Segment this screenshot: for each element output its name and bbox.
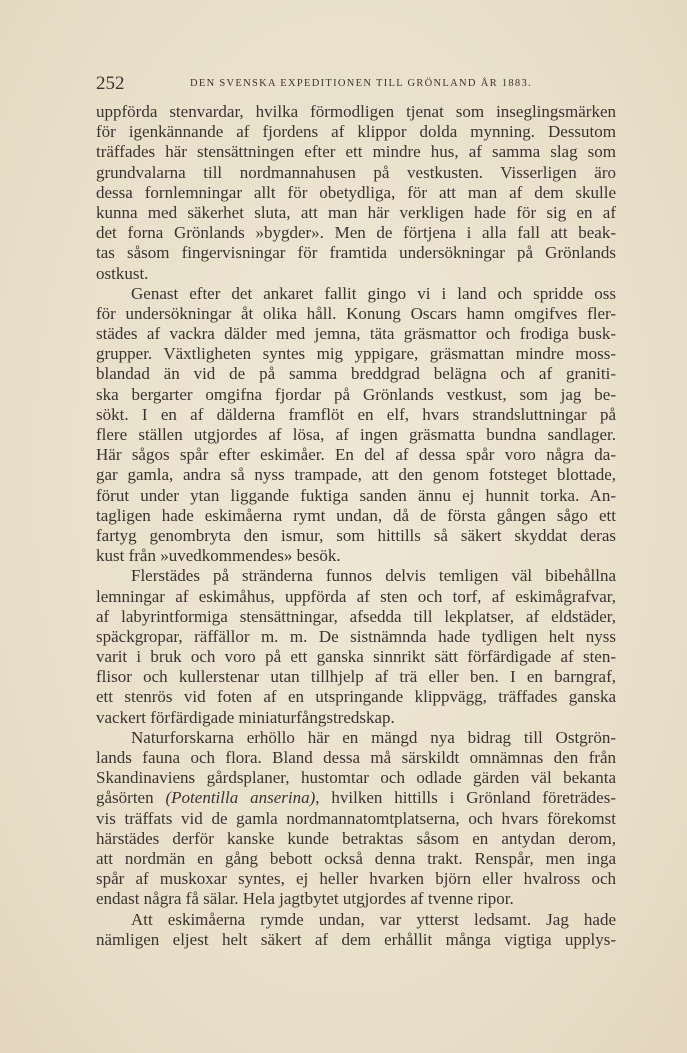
text-line: grupper. Växtligheten syntes mig yppigare, gräsmattan mindre moss- xyxy=(96,344,616,364)
text-line: gar gamla, andra så nyss trampade, att den genom fotsteget blottade, xyxy=(96,465,616,485)
text-line: lands fauna och flora. Bland dessa må särskildt omnämnas den från xyxy=(96,748,616,767)
text-line: vis träffats vid de gamla nordmannatomtplatserna, och hvars förekomst xyxy=(96,808,616,828)
text-line: endast några få sälar. Hela jagtbytet utgjordes af tvenne ripor. xyxy=(96,889,514,909)
text-line: ska bergarter omgifna fjordar på Grönlands vestkust, som jag be- xyxy=(96,384,616,404)
text-line: Skandinaviens gårdsplaner, hustomtar och odlade gärden väl bekanta xyxy=(96,768,616,788)
text-line: att nordmän en gång bebott också denna trakt. Renspår, men inga xyxy=(96,848,616,868)
text-line: städes af vackra dälder med jemna, täta gräsmattor och frodiga busk- xyxy=(96,324,616,344)
text-line: tagligen hade eskimåerna rymt undan, då de första gången sågo ett xyxy=(96,505,616,525)
text-line: lemningar af eskimåhus, uppförda af sten och torf, af eskimågrafvar, xyxy=(96,586,616,606)
running-header xyxy=(96,73,616,95)
text-line xyxy=(96,788,616,808)
paragraph xyxy=(96,102,616,284)
text-line: flisor och kullerstenar utan tillhjelp af trä eller ben. I en barngraf, xyxy=(96,667,616,687)
text-line: Flerstädes på stränderna funnos delvis temligen väl bibehållna xyxy=(131,566,616,586)
text-line: flere ställen utgjordes af lösa, af ingen gräsmatta bundna sandlager. xyxy=(96,425,616,444)
page-number: 252 xyxy=(96,73,125,94)
text-line: Naturforskarna erhöllo här en mängd nya bidrag till Ostgrön- xyxy=(131,727,616,747)
text-line: kunna med säkerhet sluta, att man här verkligen hade för sig en af xyxy=(96,202,616,222)
text-line: ostkust. xyxy=(96,263,149,283)
text-line: tas såsom fingervisningar för framtida undersökningar på Grönlands xyxy=(96,243,616,263)
text-line: varit i bruk och voro på ett ganska sinnrikt sätt förfärdigade af sten- xyxy=(96,647,616,667)
text-line: Här sågos spår efter eskimåer. En del af dessa spår voro några da- xyxy=(96,445,616,465)
text-line: förut under ytan liggande fuktiga sanden ännu ej hunnit torka. An- xyxy=(96,485,616,505)
text-line: träffades här stensättningen efter ett mindre hus, af samma slag som xyxy=(96,142,616,162)
text-line: vackert förfärdigade miniaturfångstredskap. xyxy=(96,707,395,727)
text-line: kust från »uvedkommendes» besök. xyxy=(96,546,341,566)
paragraph xyxy=(96,566,616,728)
paragraph xyxy=(96,728,616,910)
text-line: för undersökningar åt olika håll. Konung Oscars hamn omgifves fler- xyxy=(96,303,616,323)
text-line: spår af muskoxar syntes, ej heller hvarken björn eller hvalross och xyxy=(96,869,616,889)
text-line: uppförda stenvardar, hvilka förmodligen tjenat som inseglingsmärken xyxy=(96,102,616,121)
text-line: dessa fornlemningar allt för obetydliga, för att man af dem skulle xyxy=(96,182,616,202)
text-line: blandad än vid de på samma breddgrad belägna och af graniti- xyxy=(96,364,616,384)
text-line: det forna Grönlands »bygder». Men de förtjena i alla fall att beak- xyxy=(96,223,616,243)
running-title: DEN SVENSKA EXPEDITIONEN TILL GRÖNLAND ÅR 1883. xyxy=(190,78,532,89)
text-line: grundvalarna till nordmannahusen på vestkusten. Visserligen äro xyxy=(96,162,616,182)
italic-term: (Potentilla anserina) xyxy=(165,788,316,808)
text-segment: , hvilken hittills i Grönland företrädes- xyxy=(315,788,616,808)
paragraph xyxy=(96,910,616,950)
text-line: Att eskimåerna rymde undan, var ytterst ledsamt. Jag hade xyxy=(131,909,616,929)
text-line: fartyg genombryta den ismur, som hittills så säkert skyddat deras xyxy=(96,525,616,545)
text-line: härstädes derför kanske kunde betraktas såsom en antydan derom, xyxy=(96,828,616,848)
text-line: Genast efter det ankaret fallit gingo vi i land och spridde oss xyxy=(131,283,616,303)
text-line: späckgropar, räffällor m. m. De sistnämnda hade tydligen helt nyss xyxy=(96,626,616,646)
text-line: nämligen eljest helt säkert af dem erhållit många vigtiga upplys- xyxy=(96,929,616,949)
text-line: för igenkännande af fjordens af klippor dolda mynning. Dessutom xyxy=(96,122,616,142)
text-line: ett stenrös vid foten af en utspringande klippvägg, träffades ganska xyxy=(96,687,616,707)
text-segment: gåsörten xyxy=(96,788,166,808)
text-line: af labyrintformiga stensättningar, afsedda till lekplatser, af eldstäder, xyxy=(96,606,616,626)
body-text xyxy=(96,102,616,950)
text-line: sökt. I en af dälderna framflöt en elf, hvars strandsluttningar på xyxy=(96,404,616,424)
paragraph xyxy=(96,284,616,567)
